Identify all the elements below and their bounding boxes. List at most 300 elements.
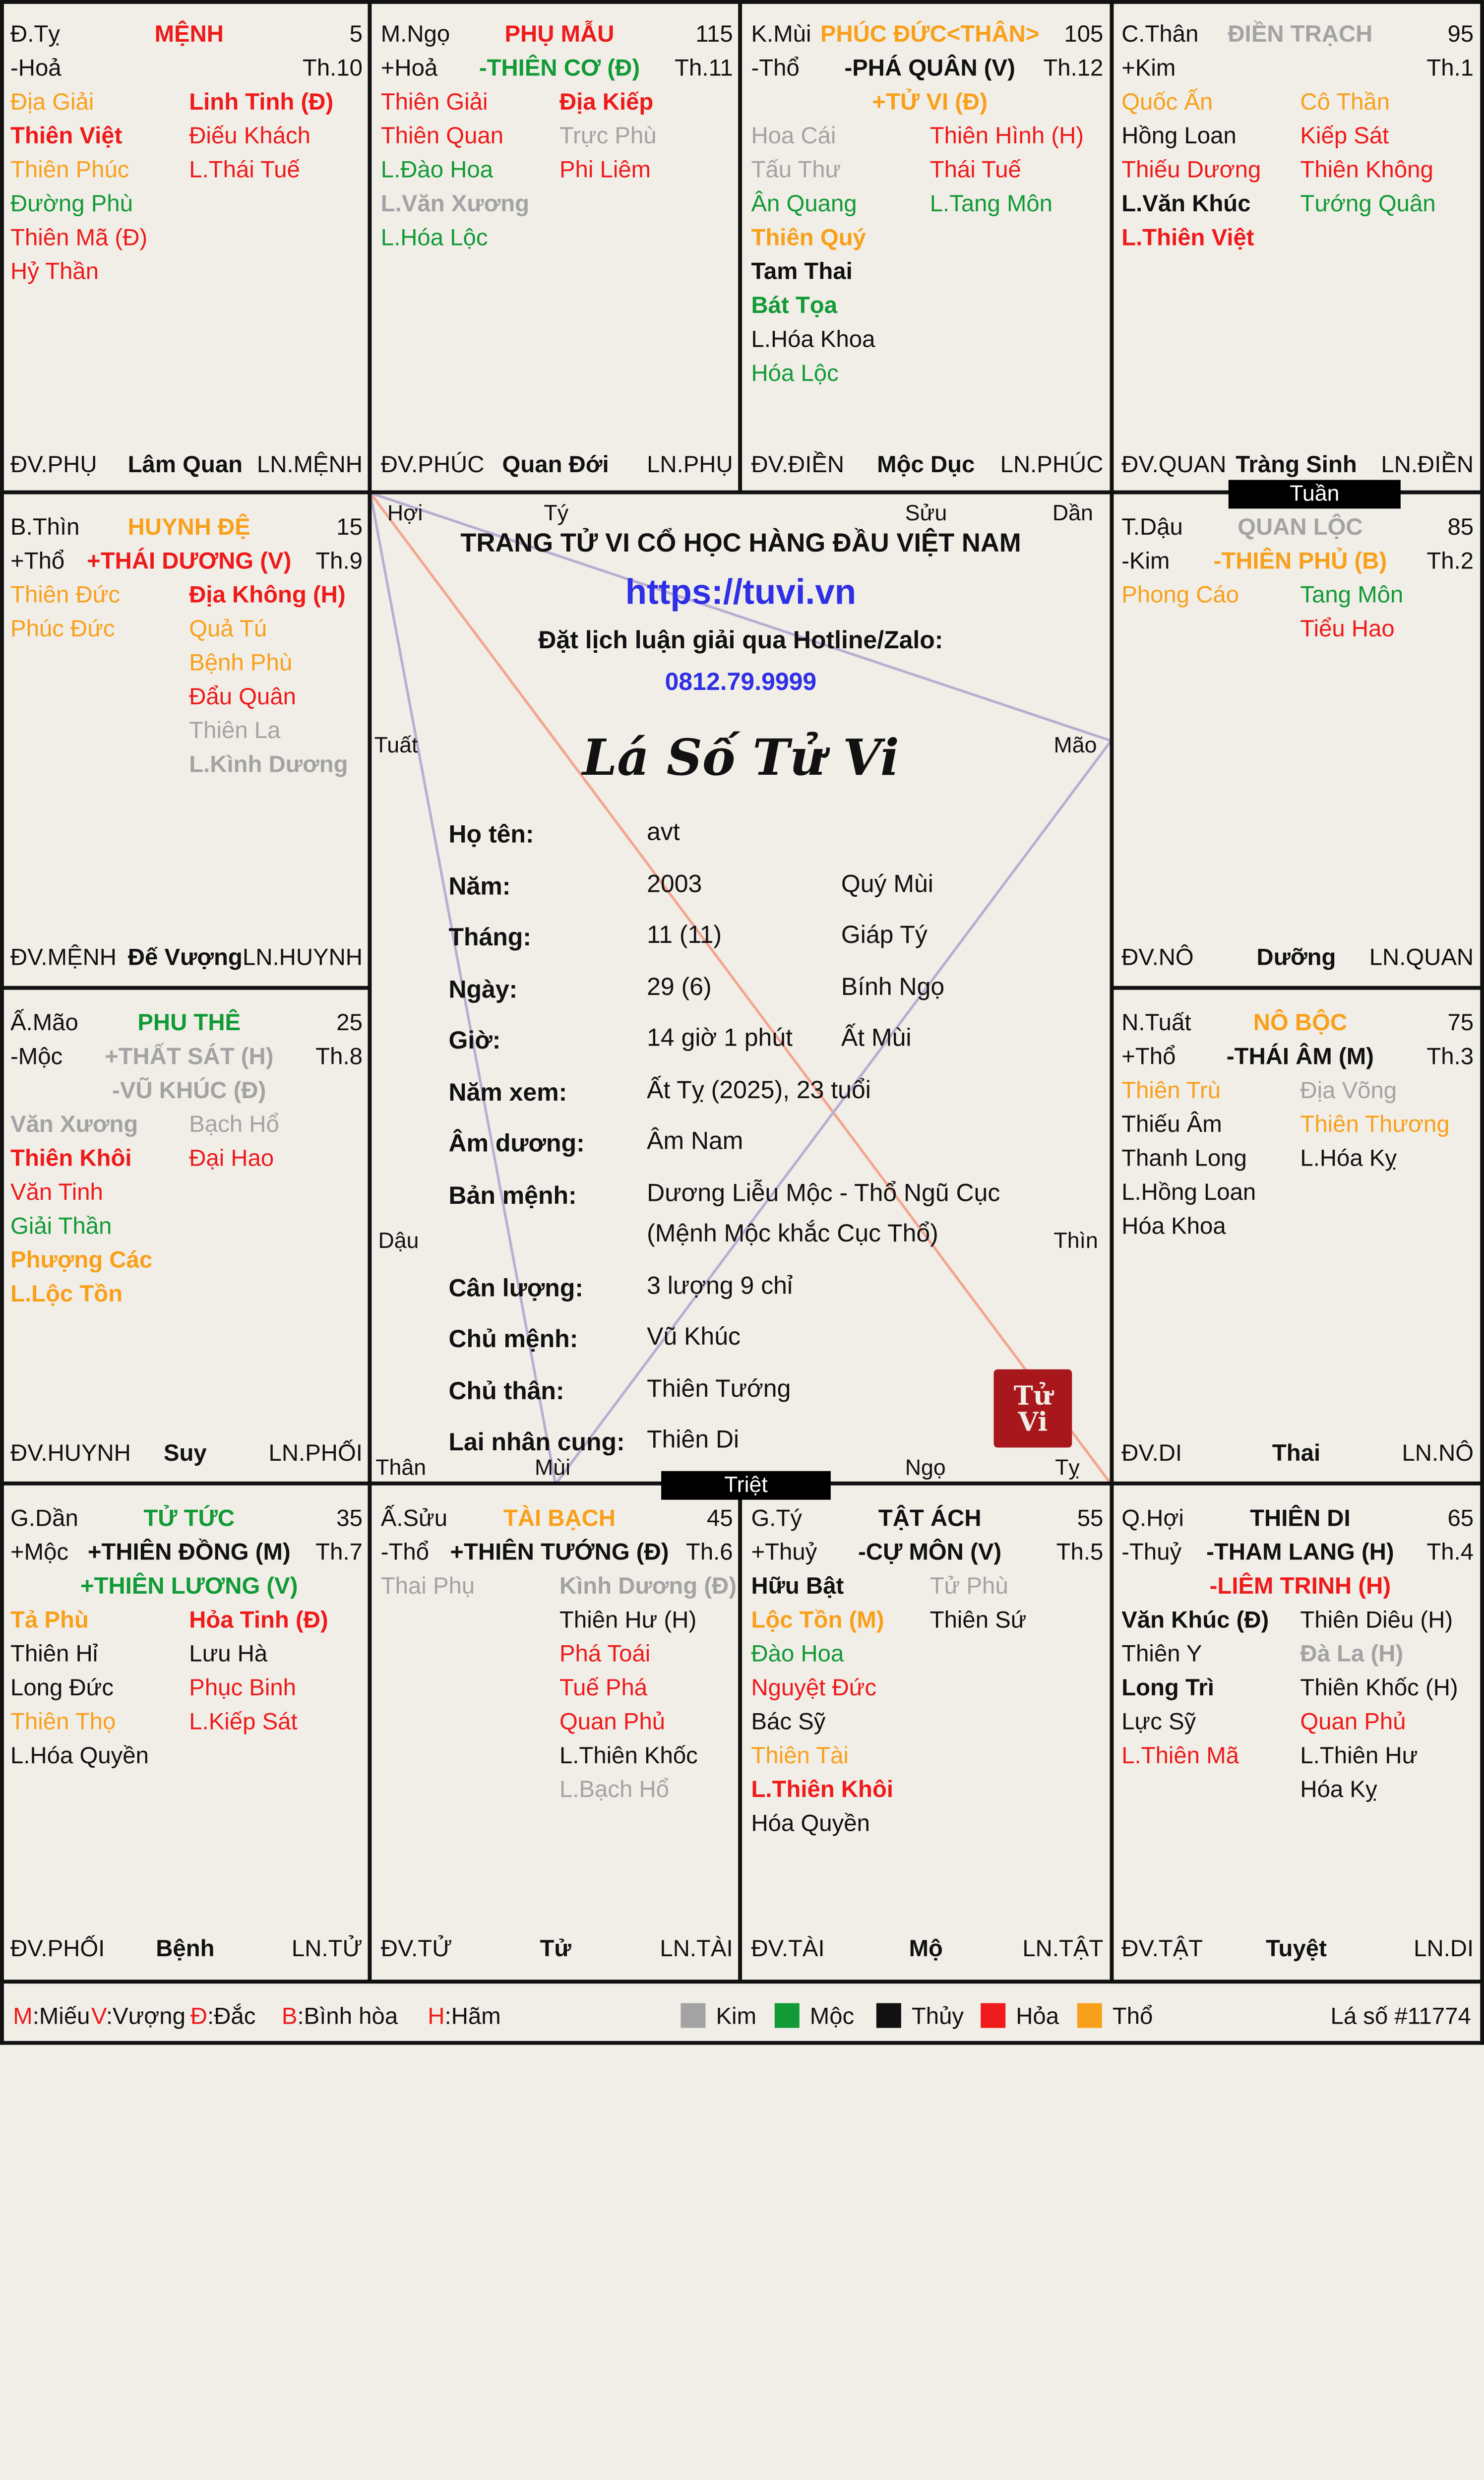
star-item: Phá Toái <box>559 1640 651 1667</box>
palace-branch: G.Tý <box>751 1505 803 1531</box>
star-item: L.Văn Xương <box>380 190 530 217</box>
star-item: Thai Phụ <box>380 1572 475 1599</box>
palace-branch: Q.Hợi <box>1121 1505 1184 1531</box>
main-star: +THIÊN ĐỒNG (M) <box>87 1539 291 1565</box>
star-item: Đà La (H) <box>1300 1640 1404 1667</box>
palace-footer-left: ĐV.NÔ <box>1121 944 1194 971</box>
info-label: Năm xem: <box>448 1079 567 1107</box>
palace-mui-phucduc[interactable] <box>741 0 1111 496</box>
palace-month: Th.7 <box>315 1539 363 1565</box>
star-item: Ân Quang <box>751 190 857 217</box>
info-value: 11 (11) <box>647 922 722 950</box>
star-item: Phi Liêm <box>559 156 651 183</box>
branch-label-ngo: Ngọ <box>905 1455 946 1481</box>
star-item: Thiên Trù <box>1121 1077 1221 1104</box>
main-star: -CỰ MÔN (V) <box>858 1539 1002 1565</box>
element-label: Thổ <box>1112 2003 1153 2030</box>
element-label: Thủy <box>911 2003 964 2030</box>
palace-footer-center: Đế Vượng <box>127 944 243 971</box>
palace-dan-tutuc[interactable] <box>0 1484 371 1980</box>
palace-footer-right: LN.TẬT <box>1022 1935 1104 1962</box>
info-value: Thiên Tướng <box>647 1375 791 1403</box>
star-item: Hỷ Thần <box>10 258 99 285</box>
star-item: Cô Thần <box>1300 88 1390 115</box>
palace-footer-left: ĐV.TẬT <box>1121 1935 1203 1962</box>
star-item: L.Hóa Khoa <box>751 326 875 352</box>
palace-month: Th.10 <box>302 55 363 81</box>
branch-label-ty: Tỵ <box>1055 1455 1080 1481</box>
palace-footer-center: Dưỡng <box>1256 944 1336 971</box>
palace-branch: G.Dần <box>10 1505 78 1531</box>
palace-month: Th.9 <box>315 548 363 574</box>
star-item: Thiên Thương <box>1300 1111 1450 1137</box>
palace-name: HUYNH ĐỆ <box>127 513 250 540</box>
strength-label: :Bình hòa <box>297 2003 398 2030</box>
star-item: Quan Phủ <box>1300 1708 1406 1735</box>
palace-month: Th.2 <box>1426 548 1474 574</box>
palace-month: Th.4 <box>1426 1539 1474 1565</box>
palace-element: -Hoả <box>10 55 62 81</box>
info-extra: Quý Mùi <box>841 870 933 898</box>
star-item: Thiên Quan <box>380 123 504 149</box>
palace-ty-tatach[interactable] <box>741 1484 1111 1980</box>
main-star: +THẤT SÁT (H) <box>105 1043 274 1070</box>
strength-label: :Vượng <box>106 2003 186 2030</box>
star-item: Tam Thai <box>751 258 853 285</box>
branch-label-than: Thân <box>375 1455 427 1481</box>
star-item: Thiên Khốc (H) <box>1300 1674 1458 1701</box>
star-item: Phong Cáo <box>1121 581 1239 608</box>
star-item: Tang Môn <box>1300 581 1404 608</box>
star-item: Quan Phủ <box>559 1708 666 1735</box>
star-item: Long Trì <box>1121 1674 1214 1701</box>
palace-footer-right: LN.PHÚC <box>1000 451 1104 478</box>
star-item: Lực Sỹ <box>1121 1708 1196 1735</box>
star-item: Đường Phù <box>10 190 133 217</box>
palace-age: 15 <box>336 513 363 540</box>
grid-rule <box>0 2041 1484 2045</box>
palace-month: Th.12 <box>1043 55 1104 81</box>
palace-footer-center: Quan Đới <box>502 451 609 478</box>
star-item: Thái Tuế <box>929 156 1021 183</box>
palace-name: PHU THÊ <box>137 1009 241 1036</box>
star-item: Thiếu Dương <box>1121 156 1261 183</box>
palace-age: 75 <box>1447 1009 1474 1036</box>
palace-branch: C.Thân <box>1121 21 1199 47</box>
palace-age: 115 <box>695 21 733 47</box>
palace-name: ĐIỀN TRẠCH <box>1228 21 1373 47</box>
star-item: Linh Tinh (Đ) <box>189 88 334 115</box>
star-item: Thiếu Âm <box>1121 1111 1222 1137</box>
info-extra: Giáp Tý <box>841 922 928 950</box>
star-item: Hỏa Tinh (Đ) <box>189 1607 328 1633</box>
element-swatch <box>981 2003 1005 2028</box>
info-label: Họ tên: <box>448 821 534 849</box>
palace-footer-left: ĐV.QUAN <box>1121 451 1227 478</box>
star-item: Hồng Loan <box>1121 123 1237 149</box>
info-label: Chủ mệnh: <box>448 1326 578 1354</box>
tuan-badge: Tuần <box>1229 480 1401 509</box>
star-item: L.Đào Hoa <box>380 156 494 183</box>
strength-code: V <box>91 2003 106 2030</box>
palace-age: 85 <box>1447 513 1474 540</box>
star-item: Thiên Thọ <box>10 1708 116 1735</box>
site-url-link[interactable]: https://tuvi.vn <box>625 572 857 612</box>
star-item: Thanh Long <box>1121 1145 1247 1172</box>
palace-branch: Ấ.Sửu <box>380 1505 448 1531</box>
star-item: Bác Sỹ <box>751 1708 826 1735</box>
star-item: Thiên Không <box>1300 156 1433 183</box>
star-item: Đẩu Quân <box>189 683 297 710</box>
star-item: Tử Phù <box>929 1572 1008 1599</box>
palace-month: Th.11 <box>675 55 733 81</box>
star-item: Thiên Hư (H) <box>559 1607 697 1633</box>
palace-footer-right: LN.ĐIỀN <box>1381 451 1474 478</box>
star-item: Tả Phù <box>10 1607 89 1633</box>
site-title: TRANG TỬ VI CỔ HỌC HÀNG ĐẦU VIỆT NAM <box>460 529 1021 558</box>
palace-footer-right: LN.PHỤ <box>647 451 733 478</box>
main-star: +TỬ VI (Đ) <box>872 88 988 115</box>
info-value: 2003 <box>647 870 702 898</box>
main-star: -THAM LANG (H) <box>1206 1539 1394 1565</box>
star-item: Lộc Tồn (M) <box>751 1607 884 1633</box>
info-label: Bản mệnh: <box>448 1182 577 1210</box>
palace-footer-left: ĐV.ĐIỀN <box>751 451 845 478</box>
star-item: Thiên Đức <box>10 581 121 608</box>
star-item: Thiên Sứ <box>929 1607 1027 1633</box>
palace-footer-left: ĐV.PHỐI <box>10 1935 105 1962</box>
palace-than-dientrach[interactable] <box>1111 0 1482 496</box>
star-item: L.Văn Khúc <box>1121 190 1251 217</box>
star-item: Văn Tinh <box>10 1178 103 1205</box>
star-item: L.Hóa Kỵ <box>1300 1145 1397 1172</box>
strength-code: B <box>281 2003 298 2030</box>
star-item: Tướng Quân <box>1300 190 1436 217</box>
palace-age: 35 <box>336 1505 363 1531</box>
info-value: 14 giờ 1 phút <box>647 1025 793 1053</box>
info-value: Ất Tỵ (2025), 23 tuổi <box>647 1076 871 1104</box>
star-item: L.Thiên Việt <box>1121 224 1254 250</box>
star-item: Thiên Y <box>1121 1640 1202 1667</box>
branch-label-ty: Tý <box>544 500 569 526</box>
seal-text: Tử Vi <box>1013 1379 1052 1437</box>
star-item: Phượng Các <box>10 1246 153 1273</box>
main-star: -LIÊM TRINH (H) <box>1209 1572 1391 1599</box>
star-item: L.Hồng Loan <box>1121 1178 1256 1205</box>
palace-footer-right: LN.QUAN <box>1369 944 1474 971</box>
palace-name: QUAN LỘC <box>1237 513 1363 540</box>
star-item: L.Hóa Lộc <box>380 224 488 250</box>
star-item: Tuế Phá <box>559 1674 648 1701</box>
palace-footer-center: Thai <box>1272 1439 1321 1466</box>
branch-label-thin: Thìn <box>1053 1228 1098 1253</box>
palace-branch: M.Ngọ <box>380 21 450 47</box>
star-item: Địa Võng <box>1300 1077 1397 1104</box>
branch-label-mui: Mùi <box>535 1455 571 1481</box>
palace-element: -Thuỷ <box>1121 1539 1182 1565</box>
star-item: Kiếp Sát <box>1300 123 1389 149</box>
info-label: Giờ: <box>448 1027 501 1055</box>
palace-footer-center: Bệnh <box>156 1935 215 1962</box>
main-star: -THÁI ÂM (M) <box>1226 1043 1374 1070</box>
palace-name: TỬ TỨC <box>143 1505 235 1531</box>
palace-age: 95 <box>1447 21 1474 47</box>
info-label: Tháng: <box>448 925 531 952</box>
star-item: L.Thiên Mã <box>1121 1742 1239 1769</box>
star-item: Phục Binh <box>189 1674 297 1701</box>
element-swatch <box>680 2003 705 2028</box>
palace-footer-right: LN.TỬ <box>291 1935 363 1962</box>
palace-month: Th.8 <box>315 1043 363 1070</box>
strength-label: :Miếu <box>32 2003 90 2030</box>
main-star: -PHÁ QUÂN (V) <box>844 55 1015 81</box>
palace-branch: Ấ.Mão <box>10 1009 78 1036</box>
star-item: Hóa Lộc <box>751 360 839 386</box>
element-label: Mộc <box>809 2003 855 2030</box>
branch-label-dan: Dần <box>1052 500 1093 526</box>
palace-name: TÀI BẠCH <box>503 1505 616 1531</box>
strength-code: M <box>13 2003 33 2030</box>
palace-age: 105 <box>1064 21 1104 47</box>
palace-name: PHÚC ĐỨC<THÂN> <box>820 21 1040 47</box>
star-item: L.Tang Môn <box>929 190 1053 217</box>
info-value: Vũ Khúc <box>647 1323 741 1351</box>
star-item: Quả Tú <box>189 616 267 642</box>
info-label: Lai nhân cung: <box>448 1429 625 1457</box>
palace-element: +Hoả <box>380 55 438 81</box>
strength-legend-item <box>428 2002 500 2031</box>
palace-footer-center: Tràng Sinh <box>1236 451 1357 478</box>
star-item: Văn Xương <box>10 1111 138 1137</box>
element-swatch <box>1077 2003 1102 2028</box>
palace-footer-right: LN.HUYNH <box>243 944 363 971</box>
main-star: +THÁI DƯƠNG (V) <box>87 548 292 574</box>
palace-suu-taibach[interactable] <box>371 1484 741 1980</box>
branch-label-mao: Mão <box>1053 733 1097 758</box>
star-item: Bát Tọa <box>751 292 838 318</box>
strength-legend-item <box>13 2002 90 2031</box>
palace-footer-center: Suy <box>163 1439 207 1466</box>
star-item: Đại Hao <box>189 1145 274 1172</box>
palace-age: 55 <box>1077 1505 1104 1531</box>
palace-footer-left: ĐV.DI <box>1121 1439 1182 1466</box>
palace-element: -Thổ <box>751 55 800 81</box>
palace-branch: B.Thìn <box>10 513 80 540</box>
palace-ty-menh[interactable] <box>0 0 371 496</box>
info-extra: Ất Mùi <box>841 1025 912 1053</box>
main-star: +THIÊN TƯỚNG (Đ) <box>450 1539 669 1565</box>
star-item: Thiên Phúc <box>10 156 129 183</box>
star-item: Đào Hoa <box>751 1640 844 1667</box>
strength-legend-item <box>282 2002 398 2031</box>
star-item: L.Thiên Hư <box>1300 1742 1418 1769</box>
seal-logo <box>994 1369 1072 1448</box>
info-value: Thiên Di <box>647 1426 740 1454</box>
palace-footer-right: LN.TÀI <box>660 1935 733 1962</box>
info-value: Dương Liễu Mộc - Thổ Ngũ Cục <box>647 1179 1000 1207</box>
palace-age: 5 <box>349 21 363 47</box>
palace-branch: N.Tuất <box>1121 1009 1191 1036</box>
star-item: L.Thiên Khôi <box>751 1776 894 1802</box>
star-item: Hóa Kỵ <box>1300 1776 1377 1802</box>
palace-hoi-thiendi[interactable] <box>1111 1484 1482 1980</box>
palace-age: 65 <box>1447 1505 1474 1531</box>
info-value: 3 lượng 9 chỉ <box>647 1272 793 1300</box>
palace-month: Th.1 <box>1426 55 1474 81</box>
info-value: (Mệnh Mộc khắc Cục Thổ) <box>647 1220 938 1247</box>
star-item: Thiên La <box>189 717 281 744</box>
star-item: Địa Giải <box>10 88 94 115</box>
star-item: Bệnh Phù <box>189 649 293 676</box>
star-item: Hoa Cái <box>751 123 836 149</box>
branch-label-suu: Sửu <box>905 500 947 526</box>
star-item: Thiên Hỉ <box>10 1640 98 1667</box>
star-item: Thiên Mã (Đ) <box>10 224 148 250</box>
star-item: Thiên Quý <box>751 224 866 250</box>
palace-branch: Đ.Tỵ <box>10 21 60 47</box>
branch-label-dau: Dậu <box>378 1228 419 1253</box>
palace-thin-huynhde[interactable] <box>0 493 371 989</box>
booking-text: Đặt lịch luận giải qua Hotline/Zalo: <box>538 627 943 655</box>
star-item: Giải Thần <box>10 1213 112 1239</box>
palace-branch: K.Mùi <box>751 21 811 47</box>
palace-branch: T.Dậu <box>1121 513 1183 540</box>
palace-element: -Thổ <box>380 1539 430 1565</box>
element-label: Hỏa <box>1016 2003 1059 2030</box>
main-star: -VŨ KHÚC (Đ) <box>112 1077 266 1104</box>
star-item: Hóa Khoa <box>1121 1213 1226 1239</box>
chart-number: Lá số #11774 <box>1330 2003 1471 2030</box>
star-item: Bạch Hổ <box>189 1111 279 1137</box>
palace-age: 45 <box>706 1505 733 1531</box>
star-item: Quốc Ấn <box>1121 88 1213 115</box>
main-star: -THIÊN PHỦ (B) <box>1213 548 1387 574</box>
palace-footer-right: LN.MỆNH <box>256 451 363 478</box>
star-item: L.Thiên Khốc <box>559 1742 698 1769</box>
palace-footer-left: ĐV.HUYNH <box>10 1439 131 1466</box>
star-item: Nguyệt Đức <box>751 1674 877 1701</box>
star-item: Hóa Quyền <box>751 1810 870 1837</box>
palace-footer-right: LN.DI <box>1414 1935 1474 1962</box>
star-item: Thiên Tài <box>751 1742 849 1769</box>
chart-title: Lá Số Tử Vi <box>582 728 899 787</box>
palace-month: Th.3 <box>1426 1043 1474 1070</box>
palace-footer-center: Mộc Dục <box>877 451 975 478</box>
strength-code: Đ <box>190 2003 208 2030</box>
info-value: avt <box>647 819 680 847</box>
star-item: Thiên Hình (H) <box>929 123 1084 149</box>
main-star: -THIÊN CƠ (Đ) <box>479 55 640 81</box>
main-star: +THIÊN LƯƠNG (V) <box>80 1572 298 1599</box>
strength-label: :Đắc <box>207 2003 256 2030</box>
palace-ngo-phumau[interactable] <box>371 0 741 496</box>
palace-element: +Kim <box>1121 55 1176 81</box>
palace-footer-right: LN.NÔ <box>1402 1439 1474 1466</box>
info-label: Cân lượng: <box>448 1275 583 1302</box>
star-item: Địa Kiếp <box>559 88 654 115</box>
star-item: L.Bạch Hổ <box>559 1776 669 1802</box>
palace-element: +Thổ <box>10 548 65 574</box>
palace-element: -Mộc <box>10 1043 63 1070</box>
info-value: 29 (6) <box>647 973 712 1001</box>
palace-element: +Thổ <box>1121 1043 1176 1070</box>
palace-footer-left: ĐV.MỆNH <box>10 944 117 971</box>
palace-name: TẬT ÁCH <box>878 1505 982 1531</box>
star-item: Hữu Bật <box>751 1572 844 1599</box>
palace-month: Th.5 <box>1056 1539 1104 1565</box>
star-item: Thiên Khôi <box>10 1145 132 1172</box>
star-item: L.Kình Dương <box>189 751 348 778</box>
star-item: Văn Khúc (Đ) <box>1121 1607 1269 1633</box>
info-label: Âm dương: <box>448 1130 585 1158</box>
palace-element: +Thuỷ <box>751 1539 817 1565</box>
palace-age: 25 <box>336 1009 363 1036</box>
star-item: Thiên Diêu (H) <box>1300 1607 1453 1633</box>
palace-name: THIÊN DI <box>1250 1505 1351 1531</box>
palace-footer-right: LN.PHỐI <box>268 1439 363 1466</box>
palace-footer-center: Lâm Quan <box>127 451 243 478</box>
star-item: L.Thái Tuế <box>189 156 300 183</box>
strength-legend-item <box>190 2002 256 2031</box>
palace-element: +Mộc <box>10 1539 69 1565</box>
info-label: Chủ thân: <box>448 1377 564 1406</box>
info-value: Âm Nam <box>647 1128 743 1156</box>
palace-mao-phuthe[interactable] <box>0 989 371 1484</box>
triet-badge: Triệt <box>661 1471 831 1500</box>
palace-footer-left: ĐV.TÀI <box>751 1935 825 1962</box>
element-label: Kim <box>716 2003 756 2030</box>
palace-element: -Kim <box>1121 548 1170 574</box>
element-swatch <box>775 2003 800 2028</box>
star-item: Trực Phù <box>559 123 657 149</box>
info-extra: Bính Ngọ <box>841 973 945 1001</box>
star-item: L.Kiếp Sát <box>189 1708 298 1735</box>
star-item: L.Lộc Tồn <box>10 1280 123 1307</box>
star-item: Thiên Việt <box>10 123 123 149</box>
palace-footer-center: Mộ <box>909 1935 943 1962</box>
branch-label-hoi: Hợi <box>387 500 423 526</box>
star-item: Long Đức <box>10 1674 114 1701</box>
star-item: Thiên Giải <box>380 88 488 115</box>
palace-dau-quanloc[interactable] <box>1111 493 1482 989</box>
palace-name: PHỤ MẪU <box>504 21 615 47</box>
info-label: Năm: <box>448 873 511 901</box>
branch-label-tuat: Tuất <box>374 733 418 758</box>
star-item: Lưu Hà <box>189 1640 268 1667</box>
palace-footer-left: ĐV.PHỤ <box>10 451 97 478</box>
palace-footer-left: ĐV.PHÚC <box>380 451 485 478</box>
strength-code: H <box>428 2003 445 2030</box>
palace-month: Th.6 <box>685 1539 733 1565</box>
star-item: Địa Không (H) <box>189 581 346 608</box>
palace-tuat-noboc[interactable] <box>1111 989 1482 1484</box>
strength-legend-item <box>91 2002 186 2031</box>
palace-footer-center: Tuyệt <box>1266 1935 1327 1962</box>
palace-footer-left: ĐV.TỬ <box>380 1935 452 1962</box>
star-item: Phúc Đức <box>10 616 115 642</box>
star-item: Kình Dương (Đ) <box>559 1572 737 1599</box>
hotline-number[interactable]: 0812.79.9999 <box>665 669 817 697</box>
palace-name: MỆNH <box>154 21 224 47</box>
element-swatch <box>876 2003 901 2028</box>
star-item: Tiểu Hao <box>1300 616 1395 642</box>
star-item: Tấu Thư <box>751 156 841 183</box>
star-item: L.Hóa Quyền <box>10 1742 149 1769</box>
palace-name: NÔ BỘC <box>1253 1009 1348 1036</box>
info-label: Ngày: <box>448 976 518 1004</box>
palace-footer-center: Tử <box>540 1935 571 1962</box>
star-item: Điếu Khách <box>189 123 310 149</box>
